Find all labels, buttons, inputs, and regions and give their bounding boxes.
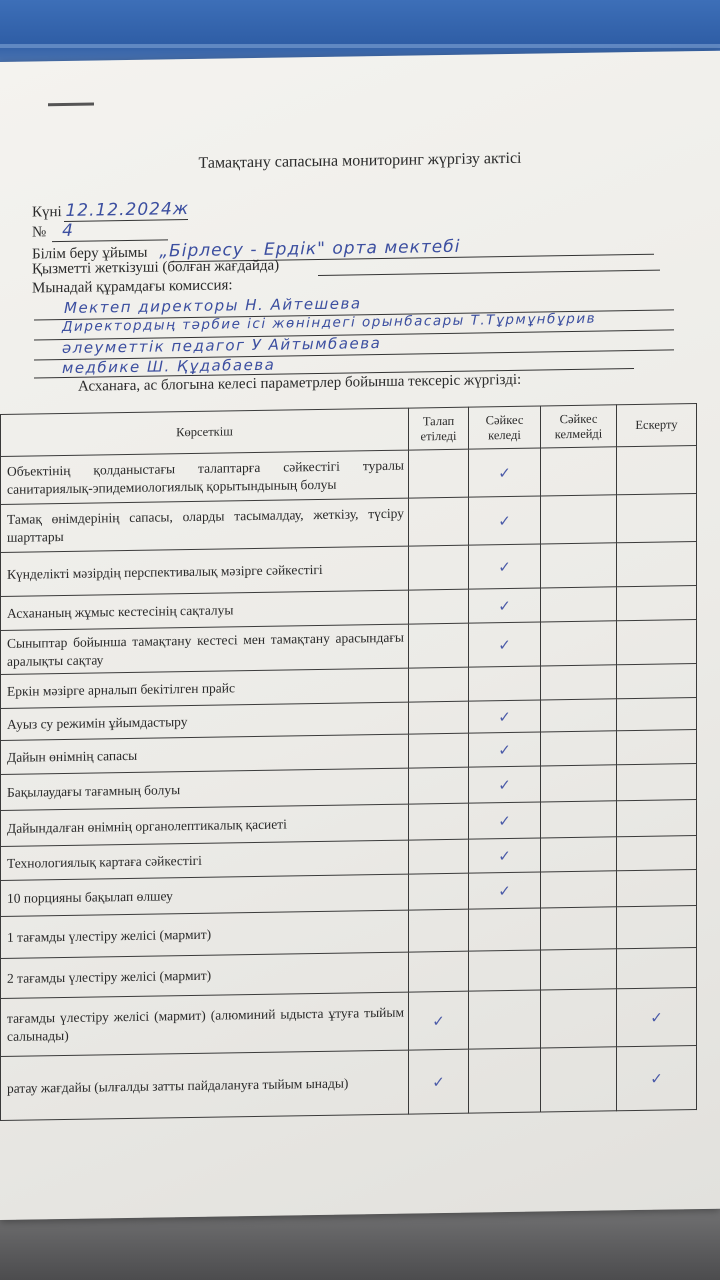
compliant-cell xyxy=(469,700,541,733)
note-cell xyxy=(617,870,697,907)
noncompliant-cell xyxy=(541,699,617,732)
indicator-cell: Асхананың жұмыс кестесінің сақталуы xyxy=(1,590,409,630)
indicator-cell: Технологиялық картаға сәйкестігі xyxy=(1,840,409,880)
indicator-cell: Ауыз су режимін ұйымдастыру xyxy=(1,702,409,740)
indicator-cell: ратау жағдайы (ылғалды затты пайдалануға тыйым ынады) xyxy=(1,1050,409,1120)
note-cell xyxy=(617,764,697,801)
compliant-cell xyxy=(469,544,541,589)
check-mark: ✓ xyxy=(498,596,511,615)
check-mark: ✓ xyxy=(650,1069,663,1088)
compliant-cell xyxy=(469,588,541,623)
required-cell xyxy=(409,589,469,624)
commission-field xyxy=(32,277,233,297)
supplier-underline xyxy=(318,270,660,276)
header-noncompliant: Сәйкес келмейді xyxy=(541,405,617,448)
compliant-cell xyxy=(469,766,541,803)
note-cell xyxy=(617,494,697,543)
check-mark: ✓ xyxy=(498,463,511,482)
number-label: № xyxy=(32,224,47,241)
check-mark: ✓ xyxy=(498,775,511,794)
top-dash-mark xyxy=(48,103,94,107)
required-cell xyxy=(409,873,469,910)
table-row xyxy=(1,1046,697,1121)
compliant-cell xyxy=(469,448,541,497)
noncompliant-cell xyxy=(541,495,617,544)
noncompliant-cell xyxy=(541,765,617,802)
indicator-cell: Күнделікті мәзірдің перспективалық мәзірге сәйкестігі xyxy=(1,546,409,596)
required-cell xyxy=(409,449,469,498)
compliant-cell xyxy=(469,990,541,1049)
indicator-cell: тағамды үлестіру желісі (мармит) (алюминий ыдыста ұтуға тыйым салынады) xyxy=(1,992,409,1056)
folder-edge xyxy=(0,44,720,48)
noncompliant-cell xyxy=(541,1047,617,1112)
note-cell xyxy=(617,542,697,587)
noncompliant-cell xyxy=(541,731,617,766)
compliant-cell xyxy=(469,872,541,909)
noncompliant-cell xyxy=(541,801,617,838)
note-cell xyxy=(617,586,697,621)
check-mark: ✓ xyxy=(498,811,511,830)
check-mark: ✓ xyxy=(498,635,511,654)
note-cell xyxy=(617,620,697,665)
commission-member: Директордың тәрбие ісі жөніндегі орынбасары Т.Тұрмұнбұрив xyxy=(62,310,597,336)
compliant-cell xyxy=(469,950,541,991)
note-cell xyxy=(617,906,697,949)
noncompliant-cell xyxy=(541,447,617,496)
check-mark: ✓ xyxy=(432,1072,445,1091)
note-cell xyxy=(617,800,697,837)
indicator-cell: 2 тағамды үлестіру желісі (мармит) xyxy=(1,952,409,998)
note-cell xyxy=(617,1046,697,1111)
document-title: Тамақтану сапасына мониторинг жүргізу актісі xyxy=(198,149,522,172)
header-compliant: Сәйкес келеді xyxy=(469,406,541,449)
check-mark: ✓ xyxy=(498,740,511,759)
commission-member: әлеуметтік педагог У Айтымбаева xyxy=(62,334,382,358)
required-cell xyxy=(409,1049,469,1114)
supplier-label: Қызметті жеткізуші (болған жағдайда) xyxy=(32,257,280,278)
note-cell xyxy=(617,948,697,989)
noncompliant-cell xyxy=(541,907,617,950)
table-row xyxy=(1,988,697,1057)
date-label: Күні xyxy=(32,204,62,221)
check-mark: ✓ xyxy=(498,511,511,530)
note-cell xyxy=(617,446,697,495)
indicator-cell: Тамақ өнімдерінің сапасы, оларды тасымалдау, жеткізу, түсіру шарттары xyxy=(1,498,409,552)
header-note: Ескерту xyxy=(617,404,697,447)
indicator-cell: Дайын өнімнің сапасы xyxy=(1,734,409,774)
required-cell xyxy=(409,623,469,668)
note-cell xyxy=(617,988,697,1047)
date-value: 12.12.2024ж xyxy=(65,199,190,221)
indicator-cell: 10 порцияны бақылап өлшеу xyxy=(1,874,409,916)
monitoring-table xyxy=(0,403,697,1121)
required-cell xyxy=(409,497,469,546)
table-body xyxy=(1,446,697,1121)
compliant-cell xyxy=(469,666,541,701)
note-cell xyxy=(617,730,697,765)
supplier-field xyxy=(32,258,279,279)
check-mark: ✓ xyxy=(498,707,511,726)
check-mark: ✓ xyxy=(498,846,511,865)
required-cell xyxy=(409,803,469,840)
compliant-cell xyxy=(469,496,541,545)
header-required: Талап етіледі xyxy=(409,407,469,450)
noncompliant-cell xyxy=(541,587,617,622)
required-cell xyxy=(409,733,469,768)
indicator-cell: Дайындалған өнімнің органолептикалық қасиеті xyxy=(1,804,409,846)
required-cell xyxy=(409,767,469,804)
check-mark: ✓ xyxy=(432,1011,445,1030)
required-cell xyxy=(409,909,469,952)
commission-label: Мынадай құрамдағы комиссия: xyxy=(32,277,233,297)
compliant-cell xyxy=(469,732,541,767)
commission-member: Мектеп директоры Н. Айтешева xyxy=(64,294,362,317)
note-cell xyxy=(617,836,697,871)
required-cell xyxy=(409,667,469,702)
compliant-cell xyxy=(469,1048,541,1113)
compliant-cell xyxy=(469,622,541,667)
document-sheet xyxy=(0,51,720,1220)
required-cell xyxy=(409,991,469,1050)
noncompliant-cell xyxy=(541,665,617,700)
intro-text: Асханаға, ас блогына келесі параметрлер бойынша тексеріс жүргізді: xyxy=(78,371,522,395)
required-cell xyxy=(409,545,469,590)
check-mark: ✓ xyxy=(498,557,511,576)
required-cell xyxy=(409,839,469,874)
noncompliant-cell xyxy=(541,837,617,872)
noncompliant-cell xyxy=(541,989,617,1048)
compliant-cell xyxy=(469,802,541,839)
noncompliant-cell xyxy=(541,543,617,588)
indicator-cell: Бақылаудағы тағамның болуы xyxy=(1,768,409,810)
check-mark: ✓ xyxy=(498,881,511,900)
noncompliant-cell xyxy=(541,871,617,908)
indicator-cell: 1 тағамды үлестіру желісі (мармит) xyxy=(1,910,409,958)
noncompliant-cell xyxy=(541,621,617,666)
org-label: Білім беру ұйымы xyxy=(32,244,148,263)
compliant-cell xyxy=(469,908,541,951)
required-cell xyxy=(409,701,469,734)
required-cell xyxy=(409,951,469,992)
noncompliant-cell xyxy=(541,949,617,990)
note-cell xyxy=(617,664,697,699)
indicator-cell: Еркін мәзірге арналып бекітілген прайс xyxy=(1,668,409,708)
check-mark: ✓ xyxy=(650,1008,663,1027)
indicator-cell: Объектінің қолданыстағы талаптарға сәйкестігі туралы санитариялық-эпидемиологиялық қорытындының болуы xyxy=(1,450,409,504)
indicator-cell: Сыныптар бойынша тамақтану кестесі мен тамақтану арасындағы аралықты сақтау xyxy=(1,624,409,674)
note-cell xyxy=(617,698,697,731)
org-value: „Бірлесу - Ердік" орта мектебі xyxy=(159,236,461,262)
commission-member: медбике Ш. Құдабаева xyxy=(62,355,276,378)
compliant-cell xyxy=(469,838,541,873)
date-field xyxy=(32,199,189,221)
header-indicator: Көрсеткіш xyxy=(1,408,409,456)
number-field xyxy=(32,221,74,242)
number-value: 4 xyxy=(62,220,74,242)
